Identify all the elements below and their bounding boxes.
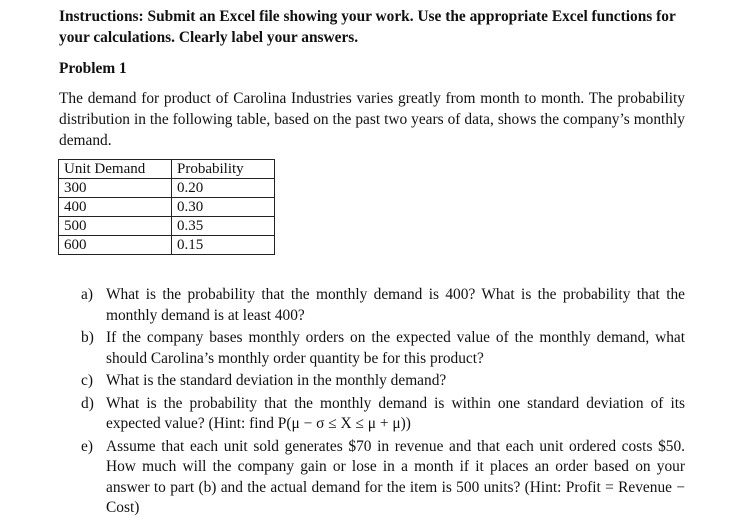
question-item — [81, 285, 685, 326]
question-text: If the company bases monthly orders on the expected value of the monthly demand, what should Carolina’s monthly order quantity be for this product? — [106, 329, 685, 367]
question-item — [81, 371, 685, 392]
question-label: c) — [81, 372, 93, 389]
question-label: a) — [81, 286, 93, 303]
cell-probability: 0.15 — [172, 236, 275, 255]
question-list — [81, 285, 685, 521]
cell-probability: 0.35 — [172, 217, 275, 236]
question-text: What is the standard deviation in the monthly demand? — [106, 372, 447, 389]
cell-unit-demand: 600 — [59, 236, 172, 255]
demand-table — [58, 159, 275, 255]
cell-unit-demand: 400 — [59, 198, 172, 217]
question-text: What is the probability that the monthly demand is within one standard deviation of its expected value? (Hint: find P(μ − σ ≤ X ≤ μ + μ)) — [106, 394, 685, 432]
header-probability: Probability — [172, 160, 275, 179]
header-unit-demand: Unit Demand — [59, 160, 172, 179]
question-item — [81, 328, 685, 369]
table-header-row — [59, 160, 275, 179]
question-label: b) — [81, 329, 94, 346]
question-label: e) — [81, 437, 93, 455]
table-row — [59, 179, 275, 198]
question-label: d) — [81, 394, 94, 412]
cell-unit-demand: 300 — [59, 179, 172, 198]
question-text: What is the probability that the monthly demand is 400? What is the probability that the monthly demand is at least 400? — [106, 286, 685, 324]
question-item — [81, 394, 685, 435]
cell-probability: 0.30 — [172, 198, 275, 217]
table-row — [59, 236, 275, 255]
instructions: Instructions: Submit an Excel file showing your work. Use the appropriate Excel functions for your calculations. Clearly label your answers. — [59, 8, 676, 46]
cell-probability: 0.20 — [172, 179, 275, 198]
table-row — [59, 198, 275, 217]
problem-intro: The demand for product of Carolina Industries varies greatly from month to month. The probability distribution in the following table, based on the past two years of data, shows the company’s monthly demand. — [59, 90, 685, 149]
problem-title: Problem 1 — [59, 60, 127, 77]
question-item — [81, 437, 685, 519]
table-row — [59, 217, 275, 236]
cell-unit-demand: 500 — [59, 217, 172, 236]
question-text: Assume that each unit sold generates $70 in revenue and that each unit ordered costs $50. How much will the company gain or lose in a month if it places an order based on your answer to part (b) and the actual demand for the item is 500 units? (Hint: Profit = Revenue − Cost) — [106, 437, 685, 516]
